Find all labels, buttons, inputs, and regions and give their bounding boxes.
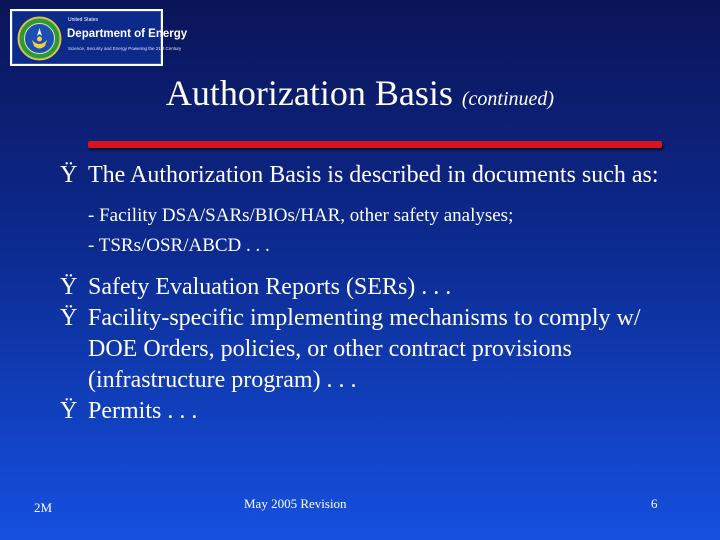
footer-left: 2M: [34, 500, 53, 515]
slide-title: [0, 72, 720, 114]
doe-seal-icon: [17, 16, 62, 61]
sub-bullet-item: - TSRs/OSR/ABCD . . .: [88, 235, 270, 256]
bullet-marker: Ÿ: [60, 274, 78, 300]
logo-department-of-energy: Department of Energy: [67, 28, 188, 40]
bullet-item: [60, 160, 680, 191]
bullet-text: Facility-specific implementing mechanisms to comply w/ DOE Orders, policies, or other contract provisions (infrastructure program) . . .: [88, 305, 641, 393]
bullet-item: [60, 272, 680, 303]
doe-logo-panel: [12, 11, 188, 64]
doe-logo: [10, 9, 188, 66]
sub-bullet-list: [88, 201, 680, 261]
title-suffix: (continued): [461, 88, 555, 110]
bullet-text: Permits . . .: [88, 398, 198, 424]
bullet-marker: Ÿ: [60, 398, 78, 424]
logo-united-states: United States: [68, 17, 99, 23]
bullet-text: The Authorization Basis is described in documents such as:: [88, 162, 659, 188]
bullet-text: Safety Evaluation Reports (SERs) . . .: [88, 274, 452, 300]
title-divider: [88, 141, 662, 148]
logo-tagline: Science, Security and Energy Powering the 21st Century: [68, 46, 182, 51]
bullet-item: [60, 396, 680, 427]
title-main: Authorization Basis: [165, 73, 453, 113]
footer-center: May 2005 Revision: [244, 496, 347, 511]
sub-bullet-item: - Facility DSA/SARs/BIOs/HAR, other safety analyses;: [88, 205, 514, 226]
bullet-list: [60, 160, 680, 427]
footer-page-number: 6: [651, 496, 658, 511]
bullet-marker: Ÿ: [60, 162, 78, 188]
bullet-item: [60, 303, 680, 396]
bullet-marker: Ÿ: [60, 305, 78, 331]
